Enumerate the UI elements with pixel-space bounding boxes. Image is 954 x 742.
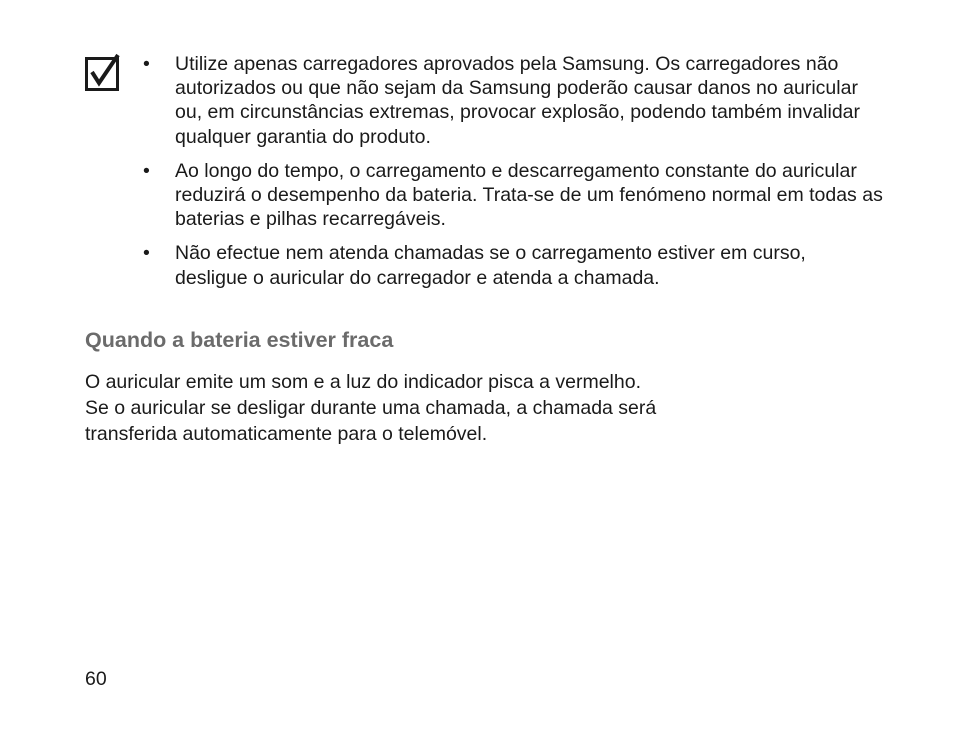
bullet: • xyxy=(143,242,150,265)
note-list xyxy=(143,52,883,300)
note-item-text: Ao longo do tempo, o carregamento e descarregamento constante do auricular reduzirá o desempenho da bateria. Trata-se de um fenómeno normal em todas as baterias e pilhas recarregáveis. xyxy=(175,159,883,231)
note-item-text: Utilize apenas carregadores aprovados pela Samsung. Os carregadores não autorizados ou que não sejam da Samsung poderão causar danos no auricular ou, em circunstâncias extremas, provocar explosão, podendo também invalidar qualquer garantia do produto. xyxy=(175,53,861,148)
bullet: • xyxy=(143,159,150,182)
note-item xyxy=(143,241,883,289)
page-number: 60 xyxy=(85,668,107,690)
note-item xyxy=(143,52,883,149)
section-heading: Quando a bateria estiver fraca xyxy=(85,328,394,352)
bullet: • xyxy=(143,53,150,75)
body-line: transferida automaticamente para o telemóvel. xyxy=(85,423,488,445)
body-line: O auricular emite um som e a luz do indicador pisca a vermelho. xyxy=(85,371,641,393)
note-item-text: Não efectue nem atenda chamadas se o carregamento estiver em curso, desligue o auricular do carregador e atenda a chamada. xyxy=(175,242,806,289)
body-line: Se o auricular se desligar durante uma chamada, a chamada será xyxy=(85,397,657,419)
section-body xyxy=(85,369,805,447)
note-item xyxy=(143,159,883,232)
checkbox-checked-icon xyxy=(85,53,121,91)
